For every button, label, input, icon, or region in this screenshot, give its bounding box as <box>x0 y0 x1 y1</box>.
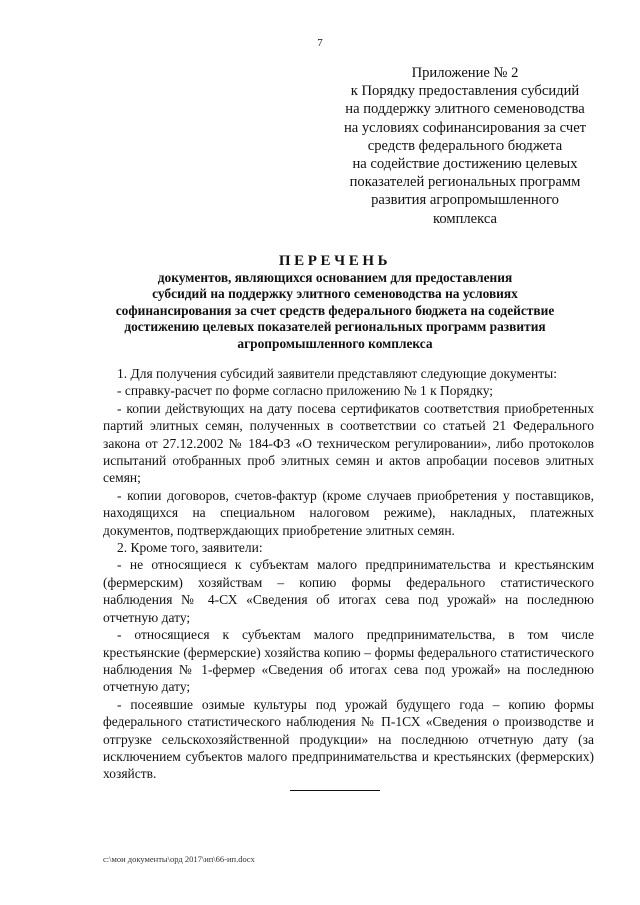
list-item: - относящиеся к субъектам малого предпринимательства, в том числе крестьянские (фермерские) хозяйства копию – формы федерального статистического наблюдения № 1-фермер «Сведения об итогах сева под урожай» на последнюю отчетную дату; <box>103 627 594 695</box>
appendix-line: на поддержку элитного семеноводства <box>345 101 585 118</box>
list-item: - копии договоров, счетов-фактур (кроме случаев приобретения у поставщиков, находящихся на специальном налоговом режиме), накладных, платежных документов, подтверждающих приобретение элитных семян. <box>103 487 594 538</box>
title-sub-line: субсидий на поддержку элитного семеноводства на условиях <box>152 286 518 302</box>
title-sub-line: достижению целевых показателей региональных программ развития <box>124 319 546 335</box>
title-sub-line: агропромышленного комплекса <box>237 335 433 351</box>
appendix-header <box>325 64 605 228</box>
list-item: - справку-расчет по форме согласно приложению № 1 к Порядку; <box>117 383 494 399</box>
paragraph-2: 2. Кроме того, заявители: <box>117 540 263 556</box>
title-sub-line: софинансирования за счет средств федерального бюджета на содействие <box>115 302 555 318</box>
appendix-line: на условиях софинансирования за счет <box>343 119 587 136</box>
appendix-line: на содействие достижению целевых <box>352 156 578 173</box>
appendix-line: показателей региональных программ <box>349 174 581 191</box>
appendix-line: комплекса <box>432 210 498 227</box>
appendix-line: Приложение № 2 <box>411 65 519 81</box>
file-path-footer: c:\мои документы\орд 2017\ип\66-ип.docx <box>103 854 255 864</box>
end-divider <box>290 790 380 791</box>
list-item: - копии действующих на дату посева сертификатов соответствия приобретенных партий элитных семян, полученных в соответствии со статьей 21 Федерального закона от 27.12.2002 № 184-ФЗ «О техническом регулировании», либо протоколов испытаний отобранных проб элитных семян и актов апробации посевов элитных семян; <box>103 400 594 486</box>
paragraph-1: 1. Для получения субсидий заявители представляют следующие документы: <box>117 366 557 381</box>
page-number: 7 <box>317 37 323 49</box>
list-item: - не относящиеся к субъектам малого предпринимательства и крестьянским (фермерским) хозяйствам – копию формы федерального статистического наблюдения № 4-СХ «Сведения об итогах сева под урожай» на последнюю отчетную дату; <box>103 557 594 625</box>
appendix-line: средств федерального бюджета <box>367 137 563 154</box>
list-item: - посеявшие озимые культуры под урожай будущего года – копию формы федерального статистического наблюдения № П-1СХ «Сведения о производстве и отгрузке сельскохозяйственной продукции» на последнюю отчетную дату (за исключением субъектов малого предпринимательства и крестьянских (фермерских) хозяйств. <box>103 696 594 782</box>
document-title <box>100 252 570 352</box>
appendix-line: к Порядку предоставления субсидий <box>350 83 580 100</box>
title-sub-line: документов, являющихся основанием для предоставления <box>157 270 513 285</box>
appendix-line: развития агропромышленного <box>371 192 559 209</box>
document-body <box>103 365 594 783</box>
title-main: ПЕРЕЧЕНЬ <box>278 253 392 269</box>
title-subtitle <box>100 270 570 352</box>
